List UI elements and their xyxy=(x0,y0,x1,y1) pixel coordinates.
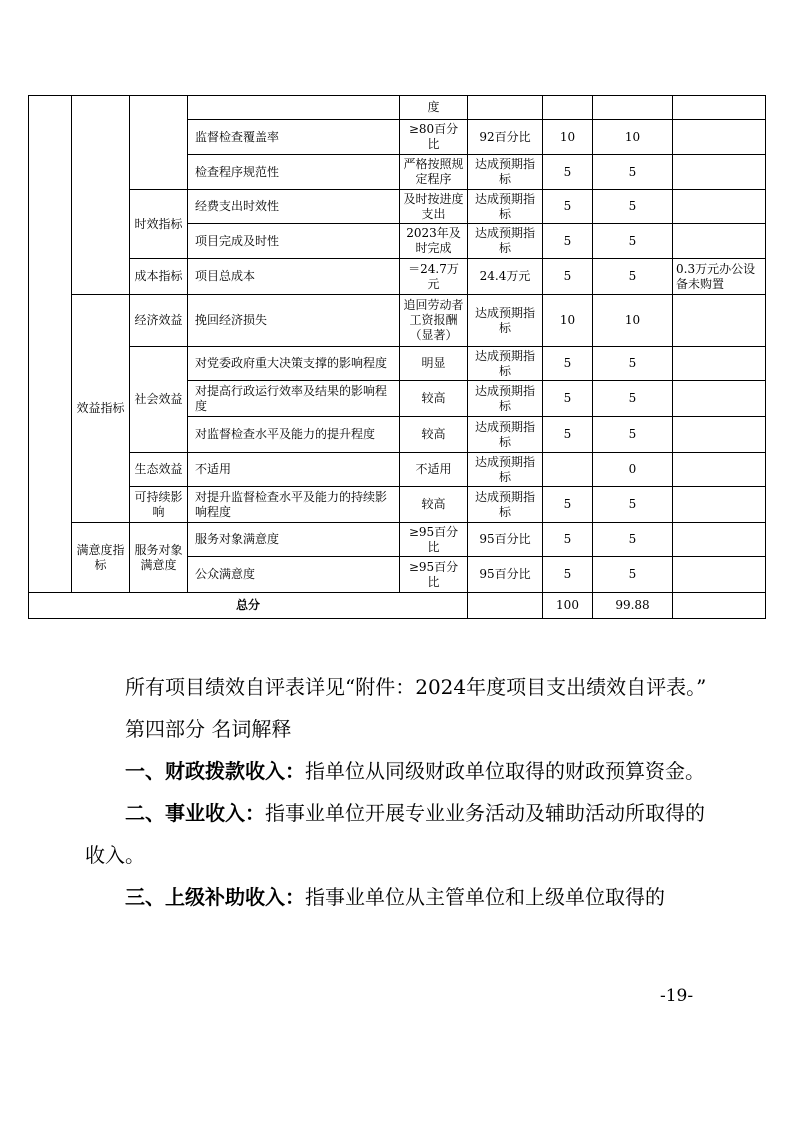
target-cell: 2023年及时完成 xyxy=(400,224,468,259)
definition-text: 指事业单位从主管单位和上级单位取得的 xyxy=(305,885,665,909)
target-cell: 严格按照规定程序 xyxy=(400,155,468,190)
score-cell: 10 xyxy=(593,295,673,347)
target-cell: 较高 xyxy=(400,381,468,417)
actual-cell: 达成预期指标 xyxy=(468,417,543,453)
weight-cell: 5 xyxy=(543,347,593,381)
indicator-l2-cell: 经济效益 xyxy=(130,295,188,347)
section-heading: 第四部分 名词解释 xyxy=(125,717,292,741)
indicator-l2-cell: 生态效益 xyxy=(130,453,188,487)
total-score: 99.88 xyxy=(593,593,673,619)
score-cell: 5 xyxy=(593,190,673,224)
indicator-l2-cell: 可持续影响 xyxy=(130,487,188,523)
definition-text: 指单位从同级财政单位取得的财政预算资金。 xyxy=(305,759,705,783)
weight-cell: 5 xyxy=(543,381,593,417)
indicator-cell: 公众满意度 xyxy=(188,557,400,593)
weight-cell: 10 xyxy=(543,295,593,347)
actual-cell: 达成预期指标 xyxy=(468,453,543,487)
actual-cell: 95百分比 xyxy=(468,557,543,593)
score-cell: 5 xyxy=(593,523,673,557)
note-cell xyxy=(673,557,766,593)
definition-term: 一、财政拨款收入： xyxy=(125,759,305,783)
note-cell xyxy=(673,224,766,259)
table-row xyxy=(29,259,766,295)
actual-cell: 达成预期指标 xyxy=(468,381,543,417)
target-cell: ≥80百分比 xyxy=(400,120,468,155)
definition-item xyxy=(85,750,709,792)
note-cell xyxy=(673,295,766,347)
actual-cell: 达成预期指标 xyxy=(468,224,543,259)
note-cell xyxy=(673,347,766,381)
indicator-cell: 项目总成本 xyxy=(188,259,400,295)
table-row xyxy=(29,523,766,557)
score-cell: 5 xyxy=(593,487,673,523)
actual-cell: 24.4万元 xyxy=(468,259,543,295)
definition-item xyxy=(85,792,709,876)
note-cell xyxy=(673,155,766,190)
actual-cell: 达成预期指标 xyxy=(468,295,543,347)
actual-cell: 达成预期指标 xyxy=(468,190,543,224)
note-cell xyxy=(673,453,766,487)
definition-term: 三、上级补助收入： xyxy=(125,885,305,909)
table-row xyxy=(29,347,766,381)
indicator-cell: 检查程序规范性 xyxy=(188,155,400,190)
total-actual-cell xyxy=(468,593,543,619)
indicator-l2-cell xyxy=(130,96,188,190)
target-cell: 及时按进度支出 xyxy=(400,190,468,224)
indicator-cell: 不适用 xyxy=(188,453,400,487)
indicator-cell xyxy=(188,96,400,120)
actual-cell: 达成预期指标 xyxy=(468,155,543,190)
indicator-l2-cell: 服务对象满意度 xyxy=(130,523,188,593)
note-cell xyxy=(673,120,766,155)
indicator-cell: 对提高行政运行效率及结果的影响程度 xyxy=(188,381,400,417)
weight-cell: 5 xyxy=(543,259,593,295)
weight-cell: 5 xyxy=(543,417,593,453)
page-number: -19- xyxy=(660,986,694,1006)
table-row xyxy=(29,96,766,120)
target-cell: ≥95百分比 xyxy=(400,557,468,593)
actual-cell: 95百分比 xyxy=(468,523,543,557)
note-cell xyxy=(673,381,766,417)
weight-cell: 10 xyxy=(543,120,593,155)
target-cell: 明显 xyxy=(400,347,468,381)
indicator-l1-cell: 效益指标 xyxy=(72,295,130,523)
score-cell: 5 xyxy=(593,224,673,259)
indicator-cell: 挽回经济损失 xyxy=(188,295,400,347)
indicator-l2-cell: 时效指标 xyxy=(130,190,188,259)
indicator-l2-cell: 社会效益 xyxy=(130,347,188,453)
definition-item xyxy=(85,876,709,918)
note-cell xyxy=(673,417,766,453)
score-cell: 5 xyxy=(593,155,673,190)
actual-cell: 达成预期指标 xyxy=(468,347,543,381)
total-note-cell xyxy=(673,593,766,619)
actual-cell: 92百分比 xyxy=(468,120,543,155)
indicator-cell: 对党委政府重大决策支撑的影响程度 xyxy=(188,347,400,381)
weight-cell: 5 xyxy=(543,487,593,523)
weight-cell xyxy=(543,96,593,120)
weight-cell: 5 xyxy=(543,190,593,224)
total-label: 总分 xyxy=(29,593,468,619)
score-cell: 5 xyxy=(593,557,673,593)
weight-cell: 5 xyxy=(543,224,593,259)
weight-cell: 5 xyxy=(543,523,593,557)
target-cell: 度 xyxy=(400,96,468,120)
actual-cell: 达成预期指标 xyxy=(468,487,543,523)
note-cell xyxy=(673,190,766,224)
definition-term: 二、事业收入： xyxy=(125,801,265,825)
indicator-cell: 对提升监督检查水平及能力的持续影响程度 xyxy=(188,487,400,523)
indicator-l1-cell xyxy=(72,96,130,295)
target-cell: ＝24.7万元 xyxy=(400,259,468,295)
actual-cell xyxy=(468,96,543,120)
score-cell: 5 xyxy=(593,347,673,381)
score-cell: 0 xyxy=(593,453,673,487)
table-row xyxy=(29,295,766,347)
indicator-cell: 经费支出时效性 xyxy=(188,190,400,224)
indicator-l2-cell: 成本指标 xyxy=(130,259,188,295)
weight-cell: 5 xyxy=(543,155,593,190)
target-cell: 较高 xyxy=(400,487,468,523)
note-cell xyxy=(673,96,766,120)
indicator-cell: 监督检查覆盖率 xyxy=(188,120,400,155)
total-weight: 100 xyxy=(543,593,593,619)
score-cell xyxy=(593,96,673,120)
table-row xyxy=(29,487,766,523)
definition-text: 指事业单位开展专业业务活动及辅助活动所取得的收入。 xyxy=(85,801,705,867)
target-cell: 较高 xyxy=(400,417,468,453)
paragraph-appendix-note: 所有项目绩效自评表详见“附件：2024年度项目支出绩效自评表。” xyxy=(125,675,707,699)
performance-table xyxy=(28,95,766,619)
target-cell: 不适用 xyxy=(400,453,468,487)
indicator-l1-cell: 满意度指标 xyxy=(72,523,130,593)
score-cell: 5 xyxy=(593,417,673,453)
score-cell: 5 xyxy=(593,259,673,295)
target-cell: ≥95百分比 xyxy=(400,523,468,557)
note-cell xyxy=(673,487,766,523)
indicator-cell: 服务对象满意度 xyxy=(188,523,400,557)
total-row xyxy=(29,593,766,619)
score-cell: 5 xyxy=(593,381,673,417)
note-cell: 0.3万元办公设备未购置 xyxy=(673,259,766,295)
table-row xyxy=(29,190,766,224)
outer-blank-cell xyxy=(29,96,72,593)
indicator-cell: 项目完成及时性 xyxy=(188,224,400,259)
body-text xyxy=(85,666,709,918)
table-row xyxy=(29,453,766,487)
score-cell: 10 xyxy=(593,120,673,155)
target-cell: 追回劳动者工资报酬（显著） xyxy=(400,295,468,347)
indicator-cell: 对监督检查水平及能力的提升程度 xyxy=(188,417,400,453)
weight-cell xyxy=(543,453,593,487)
note-cell xyxy=(673,523,766,557)
weight-cell: 5 xyxy=(543,557,593,593)
